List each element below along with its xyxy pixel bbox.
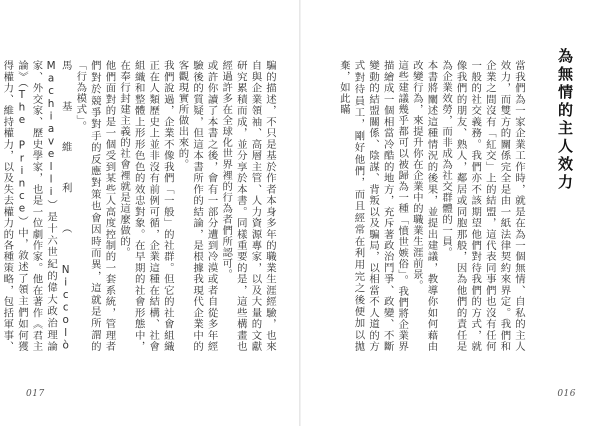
left-page-body-text: 騙的描述，不只是基於作者本身多年的職業生涯經驗，也來自與企業領袖、高層主管、人力資源專家，以及大量的文獻研究累積而成，並分享於本書。同樣重要的是，這些構畫也經過許多在全球化世界裡的行為者們所認可。 或許你讀了本書之後，會有一部分遭到冷漠或者自從多年經驗後的質疑，但這本書所作的結論，是根據我現代企業中的客觀現實所做出來的。 我們說過，企業不像我們「一般」的社群。但它的社會組織正在人類歷史上並非沒有前例可循，企業這種在結構、社會組織和整體上形形色色的效忠對象。在早期的社會形態中，在奉行封建主義的社會裡就是這麼做的。 他們面對的是一個受到某些人高度控制的一套系統，管理者們對於競爭對手的反應對策也會因時而異，這就是所謂的「行為模式」。 馬基維利（Niccolò Machiavelli）是十六世紀的偉大政治理論家、外交家、歷史學家，也是一位劇作家。他在著作《君主論》（The Prince）中，敘述了領主們如何獲得權力、維持權力，以及失去權力的各種策略，包括軍事、	[1, 60, 276, 352]
right-page-number: 016	[557, 389, 576, 399]
left-page-number: 017	[26, 389, 45, 399]
left-page	[0, 0, 299, 426]
chapter-title: 為無情的主人效力	[556, 48, 574, 192]
right-page	[301, 0, 600, 426]
right-page-body-text: 當我們為一家企業工作時，就是在為一個無情、自私的主人效力，而雙方的關係完全是由一紙法律契約來界定。我們和企業之間沒有「紅交」上的結盟，這代表同事們也沒有任何一般的社交義務。我們亦不該期望他們對待我們的方式，就像我們的朋友、熟人，鄰居或同胞那般，因為他們的責任是為企業效勞，而非成為社交群體的一員。 本書將闡述這種情況的後果，並提出建議，教導你如何藉由改變行為，來提升你在企業中的職業生涯前景。 這些建議幾乎都可以被歸為一種「憤世嫉俗」。我們將企業界描繪成一個相當冷酷的地方，充斥著政治鬥爭、政變、不斷變動的結盟關係、陰謀、背叛以及騙局，以相當不人道的方式對待員工，剛好他們，而且經常在利用完之後便加以拋棄，如此瞞	[337, 60, 525, 352]
